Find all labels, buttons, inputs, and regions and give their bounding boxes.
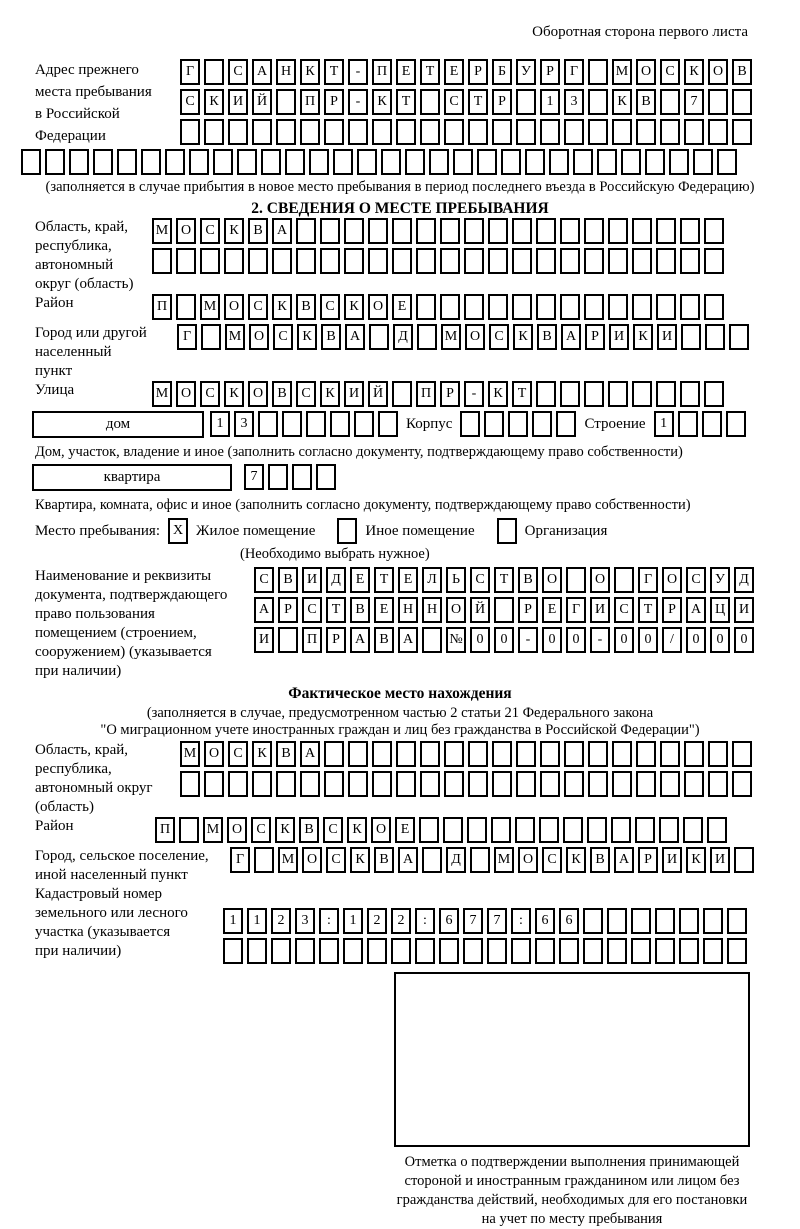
fact-cadastre-field bbox=[35, 885, 800, 968]
fact-region-field bbox=[35, 741, 800, 817]
korpus-row bbox=[460, 411, 576, 437]
fact-district-field bbox=[35, 817, 800, 847]
fact-title: Фактическое место нахождения bbox=[288, 685, 512, 702]
fact-region-row-2 bbox=[180, 771, 752, 797]
region-row-2 bbox=[152, 248, 724, 274]
residence-type-option-organization: Организация bbox=[524, 522, 608, 539]
prev-address-note: (заполняется в случае прибытия в новое место пребывания в период последнего въезда в Российскую Федерацию) bbox=[45, 179, 755, 195]
residence-type-checkbox-residential: X bbox=[168, 518, 188, 544]
street-row: М О С К О В С К И Й П Р - К Т bbox=[152, 381, 724, 407]
street-label: Улица bbox=[35, 382, 75, 398]
residence-type-option-other: Иное помещение bbox=[365, 522, 475, 539]
document-row-3: И П Р А В А № 0 0 - 0 0 - 0 0 / 0 0 0 bbox=[254, 627, 754, 653]
prev-address-label: Адрес прежнего места пребывания в Российской Федерации bbox=[35, 62, 152, 144]
document-label: Наименование и реквизиты документа, подтверждающего право пользования помещением (строением, сооружением) (указывается при наличии) bbox=[35, 568, 228, 679]
residence-type-label: Место пребывания: bbox=[35, 522, 160, 539]
house-type-box: дом bbox=[32, 411, 204, 438]
apartment-row bbox=[32, 464, 800, 494]
residence-type-row bbox=[35, 518, 800, 544]
prev-address-row-4 bbox=[21, 149, 800, 175]
city-field bbox=[35, 324, 800, 381]
street-field bbox=[35, 381, 800, 411]
document-field bbox=[35, 567, 800, 681]
stamp-note: Отметка о подтверждении выполнения принимающей стороной и иностранным гражданином или лицом без гражданства действий, необходимых для его постановки на учет по месту пребывания bbox=[396, 1154, 748, 1227]
residence-type-checkbox-other bbox=[337, 518, 357, 544]
fact-cadastre-row-1: 1 1 2 3 : 1 2 2 : 6 7 7 : 6 6 bbox=[223, 908, 747, 934]
region-field bbox=[35, 218, 800, 294]
district-row: П М О С К В С К О Е bbox=[152, 294, 724, 320]
house-row bbox=[32, 411, 800, 441]
apartment-type-box: квартира bbox=[32, 464, 232, 491]
document-row-2: А Р С Т В Е Н Н О Й Р Е Г И С Т Р А Ц И bbox=[254, 597, 754, 623]
fact-note-2: "О миграционном учете иностранных граждан и лиц без гражданства в Российской Федерации") bbox=[100, 722, 700, 738]
city-row: Г М О С К В А Д М О С К В А Р И К И bbox=[177, 324, 749, 350]
stroenie-label: Строение bbox=[584, 416, 646, 432]
apartment-note: Квартира, комната, офис и иное (заполнить согласно документу, подтверждающему право собственности) bbox=[35, 497, 691, 513]
residence-type-option-residential: Жилое помещение bbox=[196, 522, 316, 539]
section2-title: 2. СВЕДЕНИЯ О МЕСТЕ ПРЕБЫВАНИЯ bbox=[251, 200, 549, 217]
fact-city-row: Г М О С К В А Д М О С К В А Р И К И bbox=[230, 847, 754, 873]
residence-type-note: (Необходимо выбрать нужное) bbox=[240, 546, 430, 562]
prev-address-section bbox=[0, 59, 800, 196]
district-field bbox=[35, 294, 800, 324]
document-row-1: С В И Д Е Т Е Л Ь С Т В О О Г О С У Д bbox=[254, 567, 754, 593]
fact-city-label: Город, сельское поселение, иной населенный пункт bbox=[35, 848, 209, 883]
city-label: Город или другой населенный пункт bbox=[35, 325, 147, 379]
region-label: Область, край, республика, автономный округ (область) bbox=[35, 219, 134, 292]
fact-note-1: (заполняется в случае, предусмотренном частью 2 статьи 21 Федерального закона bbox=[146, 705, 654, 721]
apartment-number-row: 7 bbox=[244, 464, 336, 490]
stroenie-row: 1 bbox=[654, 411, 746, 437]
page-header: Оборотная сторона первого листа bbox=[532, 24, 748, 40]
stamp-box bbox=[394, 972, 750, 1147]
region-row-1: М О С К В А bbox=[152, 218, 724, 244]
fact-district-row: П М О С К В С К О Е bbox=[155, 817, 727, 843]
house-number-row: 1 3 bbox=[210, 411, 398, 437]
fact-region-row-1: М О С К В А bbox=[180, 741, 752, 767]
fact-city-field bbox=[35, 847, 800, 885]
fact-region-label: Область, край, республика, автономный округ (область) bbox=[35, 742, 153, 815]
prev-address-row-2: С К И Й П Р - К Т С Т Р 1 3 К В 7 bbox=[180, 89, 752, 115]
prev-address-row-1: Г С А Н К Т - П Е Т Е Р Б У Р Г М О С К О В bbox=[180, 59, 752, 85]
korpus-label: Корпус bbox=[406, 416, 453, 432]
district-label: Район bbox=[35, 295, 74, 311]
house-note: Дом, участок, владение и иное (заполнить согласно документу, подтверждающему право собственности) bbox=[35, 444, 683, 460]
residence-type-checkbox-organization bbox=[497, 518, 517, 544]
prev-address-row-3 bbox=[180, 119, 752, 145]
fact-cadastre-label: Кадастровый номер земельного или лесного участка (указывается при наличии) bbox=[35, 886, 188, 959]
fact-district-label: Район bbox=[35, 818, 74, 834]
fact-cadastre-row-2 bbox=[223, 938, 747, 964]
